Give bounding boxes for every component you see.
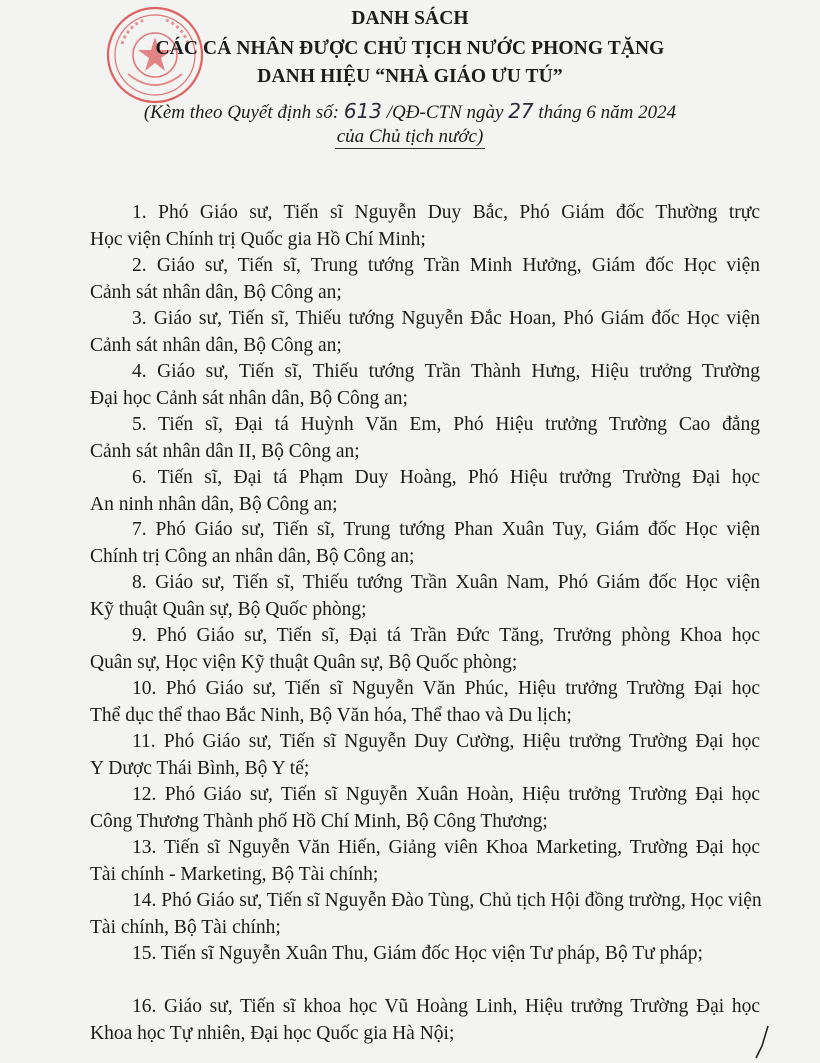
list-item-line1: 7. Phó Giáo sư, Tiến sĩ, Trung tướng Phan Xuân Tuy, Giám đốc Học viện [132,519,760,541]
list-item-line1: 15. Tiến sĩ Nguyễn Xuân Thu, Giám đốc Học viện Tư pháp, Bộ Tư pháp; [132,942,703,964]
list-item-line1: 3. Giáo sư, Tiến sĩ, Thiếu tướng Nguyễn Đắc Hoan, Phó Giám đốc Học viện [132,307,760,329]
handwritten-mark [752,1024,772,1060]
handwritten-day: 27 [508,99,534,123]
document-subtitle-line1: CÁC CÁ NHÂN ĐƯỢC CHỦ TỊCH NƯỚC PHONG TẶNG [155,38,665,59]
list-item-line1: 8. Giáo sư, Tiến sĩ, Thiếu tướng Trần Xuân Nam, Phó Giám đốc Học viện [132,572,760,594]
list-item-line2: Cảnh sát nhân dân, Bộ Công an; [90,281,342,303]
decision-issuer: của Chủ tịch nước) [336,126,484,147]
decision-reference: (Kèm theo Quyết định số: 613 /QĐ-CTN ngày 27 tháng 6 năm 2024 [143,99,677,123]
list-item-line2: Kỹ thuật Quân sự, Bộ Quốc phòng; [90,599,367,621]
list-item-line2: Thể dục thể thao Bắc Ninh, Bộ Văn hóa, Thể thao và Du lịch; [90,705,572,727]
list-item-line2: Cảnh sát nhân dân, Bộ Công an; [90,334,342,356]
list-item-line2: Tài chính - Marketing, Bộ Tài chính; [90,863,379,885]
list-item-line2: Cảnh sát nhân dân II, Bộ Công an; [90,440,360,462]
list-item-line1: 16. Giáo sư, Tiến sĩ khoa học Vũ Hoàng Linh, Hiệu trưởng Trường Đại học [132,995,760,1017]
list-item-line1: 6. Tiến sĩ, Đại tá Phạm Duy Hoàng, Phó Hiệu trưởng Trường Đại học [132,466,760,488]
document-title: DANH SÁCH [351,8,469,29]
list-item-line1: 9. Phó Giáo sư, Tiến sĩ, Đại tá Trần Đức Tăng, Trưởng phòng Khoa học [132,625,760,647]
list-item-line2: Quân sự, Học viện Kỹ thuật Quân sự, Bộ Quốc phòng; [90,652,518,674]
list-item-line1: 2. Giáo sư, Tiến sĩ, Trung tướng Trần Minh Hưởng, Giám đốc Học viện [132,254,760,276]
list-item-line2: Học viện Chính trị Quốc gia Hồ Chí Minh; [90,229,426,250]
list-item-line1: 14. Phó Giáo sư, Tiến sĩ Nguyễn Đào Tùng, Chủ tịch Hội đồng trường, Học viện [132,889,762,911]
list-item-line2: Chính trị Công an nhân dân, Bộ Công an; [90,546,415,568]
list-item-line1: 13. Tiến sĩ Nguyễn Văn Hiến, Giảng viên Khoa Marketing, Trường Đại học [132,836,760,858]
list-item-line2: An ninh nhân dân, Bộ Công an; [90,493,338,515]
list-item-line1: 11. Phó Giáo sư, Tiến sĩ Nguyễn Duy Cường, Hiệu trưởng Trường Đại học [132,731,760,752]
list-item-line2: Khoa học Tự nhiên, Đại học Quốc gia Hà Nội; [90,1022,455,1044]
handwritten-decision-number: 613 [343,99,383,123]
list-item-line2: Công Thương Thành phố Hồ Chí Minh, Bộ Công Thương; [90,810,548,832]
list-item-line1: 12. Phó Giáo sư, Tiến sĩ Nguyễn Xuân Hoàn, Hiệu trưởng Trường Đại học [132,783,760,805]
list-item-line2: Y Dược Thái Bình, Bộ Y tế; [90,758,310,779]
list-item-line1: 10. Phó Giáo sư, Tiến sĩ Nguyễn Văn Phúc, Hiệu trưởng Trường Đại học [132,678,760,700]
list-item-line2: Đại học Cảnh sát nhân dân, Bộ Công an; [90,387,408,409]
list-item-line1: 4. Giáo sư, Tiến sĩ, Thiếu tướng Trần Thành Hưng, Hiệu trưởng Trường [132,360,760,382]
list-item-line1: 5. Tiến sĩ, Đại tá Huỳnh Văn Em, Phó Hiệu trưởng Trường Cao đẳng [132,413,760,435]
list-item-line2: Tài chính, Bộ Tài chính; [90,916,281,938]
list-item-line1: 1. Phó Giáo sư, Tiến sĩ Nguyễn Duy Bắc, Phó Giám đốc Thường trực [132,202,760,223]
document-subtitle-line2: DANH HIỆU “NHÀ GIÁO ƯU TÚ” [257,66,563,87]
